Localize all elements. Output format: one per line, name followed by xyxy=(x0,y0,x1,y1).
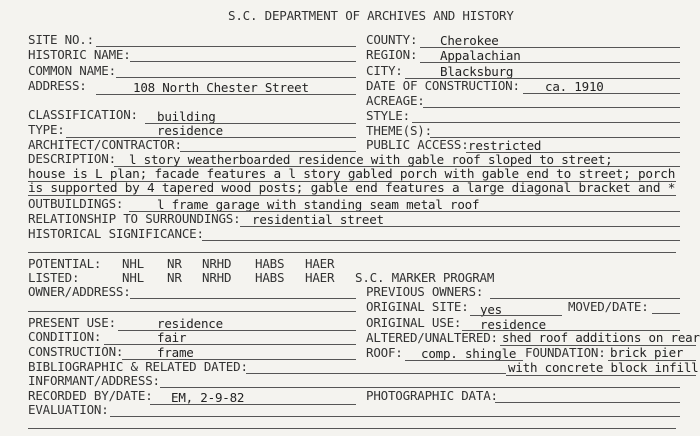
original-use-label: ORIGINAL USE: xyxy=(366,315,462,330)
bottom-rule xyxy=(28,428,676,429)
owner-label: OWNER/ADDRESS: xyxy=(28,284,131,299)
previous-owners-label: PREVIOUS OWNERS: xyxy=(366,284,484,299)
site-no-line xyxy=(96,46,356,47)
common-name-label: COMMON NAME: xyxy=(28,63,116,78)
historic-name-label: HISTORIC NAME: xyxy=(28,47,131,62)
acreage-label: ACREAGE: xyxy=(366,93,425,108)
type-label: TYPE: xyxy=(28,122,65,137)
original-site-value: yes xyxy=(480,302,502,317)
marker-program: S.C. MARKER PROGRAM xyxy=(355,270,495,285)
public-access-label: PUBLIC ACCESS: xyxy=(366,137,469,152)
listed-nhl: NHL xyxy=(122,270,144,285)
historic-name-line xyxy=(130,61,356,62)
present-use-label: PRESENT USE: xyxy=(28,315,116,330)
original-site-label: ORIGINAL SITE: xyxy=(366,299,469,314)
potential-nrhd: NRHD xyxy=(202,256,232,271)
original-use-value: residence xyxy=(480,317,546,332)
photographic-line xyxy=(495,402,680,403)
style-line xyxy=(412,122,680,123)
potential-nhl: NHL xyxy=(122,256,144,271)
present-use-value: residence xyxy=(157,316,223,331)
potential-nr: NR xyxy=(167,256,182,271)
listed-habs: HABS xyxy=(255,270,285,285)
potential-label: POTENTIAL: xyxy=(28,256,102,271)
informant-label: INFORMANT/ADDRESS: xyxy=(28,373,160,388)
moved-date-line xyxy=(652,313,680,314)
foundation-value-2: with concrete block infill xyxy=(508,360,699,375)
evaluation-label: EVALUATION: xyxy=(28,402,109,417)
owner-line-2 xyxy=(28,311,356,312)
public-access-value: restricted xyxy=(468,138,542,153)
roof-label: ROOF: xyxy=(366,345,403,360)
altered-value: shed roof additions on rear xyxy=(502,330,700,345)
description-label: DESCRIPTION: xyxy=(28,151,116,166)
description-rule-3 xyxy=(28,195,676,196)
photographic-label: PHOTOGRAPHIC DATA: xyxy=(366,388,498,403)
listed-haer: HAER xyxy=(305,270,335,285)
listed-nr: NR xyxy=(167,270,182,285)
recorded-label: RECORDED BY/DATE: xyxy=(28,388,153,403)
description-line-3: is supported by 4 tapered wood posts; gable end features a large diagonal bracket and * xyxy=(28,180,676,195)
roof-value: comp. shingle xyxy=(421,346,517,361)
region-line xyxy=(420,62,680,63)
style-label: STYLE: xyxy=(366,108,410,123)
card-header: S.C. DEPARTMENT OF ARCHIVES AND HISTORY xyxy=(228,8,514,23)
bibliographic-line xyxy=(246,373,506,374)
condition-label: CONDITION: xyxy=(28,329,102,344)
architect-label: ARCHITECT/CONTRACTOR: xyxy=(28,137,182,152)
theme-label: THEME(S): xyxy=(366,123,432,138)
acreage-line xyxy=(423,107,680,108)
construction-label: CONSTRUCTION: xyxy=(28,344,124,359)
recorded-value: EM, 2-9-82 xyxy=(171,390,245,405)
classification-value: building xyxy=(157,109,216,124)
description-line-2: house is L plan; facade features a l story gabled porch with gable end to street; porch xyxy=(28,166,676,181)
relationship-label: RELATIONSHIP TO SURROUNDINGS: xyxy=(28,211,241,226)
date-label: DATE OF CONSTRUCTION: xyxy=(366,78,520,93)
address-label: ADDRESS: xyxy=(28,78,87,93)
type-value: residence xyxy=(157,123,223,138)
moved-date-label: MOVED/DATE: xyxy=(568,299,649,314)
region-label: REGION: xyxy=(366,47,418,62)
common-name-line xyxy=(116,77,356,78)
roof-line xyxy=(405,360,523,361)
description-line-1: l story weatherboarded residence with gable roof sloped to street; xyxy=(129,152,613,167)
condition-line xyxy=(104,344,356,345)
potential-haer: HAER xyxy=(305,256,335,271)
relationship-value: residential street xyxy=(252,212,384,227)
date-line xyxy=(523,93,680,94)
potential-habs: HABS xyxy=(255,256,285,271)
address-value: 108 North Chester Street xyxy=(133,80,309,95)
listed-nrhd: NRHD xyxy=(202,270,232,285)
foundation-label: FOUNDATION: xyxy=(525,345,606,360)
recorded-line xyxy=(150,404,356,405)
foundation-line-2 xyxy=(506,375,696,376)
significance-line-2 xyxy=(28,252,676,253)
significance-label: HISTORICAL SIGNIFICANCE: xyxy=(28,226,204,241)
listed-label: LISTED: xyxy=(28,270,80,285)
bibliographic-label: BIBLIOGRAPHIC & RELATED DATED: xyxy=(28,359,248,374)
evaluation-line xyxy=(110,416,680,417)
county-label: COUNTY: xyxy=(366,32,418,47)
condition-value: fair xyxy=(157,330,187,345)
altered-label: ALTERED/UNALTERED: xyxy=(366,330,498,345)
region-value: Appalachian xyxy=(440,48,521,63)
construction-value: frame xyxy=(157,345,194,360)
outbuildings-label: OUTBUILDINGS: xyxy=(28,196,124,211)
owner-line-1 xyxy=(130,298,356,299)
classification-label: CLASSIFICATION: xyxy=(28,107,138,122)
date-value: ca. 1910 xyxy=(545,79,604,94)
foundation-value: brick pier xyxy=(610,345,684,360)
present-use-line xyxy=(118,330,356,331)
original-site-line xyxy=(470,315,562,316)
city-label: CITY: xyxy=(366,63,403,78)
site-no-label: SITE NO.: xyxy=(28,32,94,47)
county-value: Cherokee xyxy=(440,33,499,48)
outbuildings-value: l frame garage with standing seam metal roof xyxy=(157,197,480,212)
city-value: Blacksburg xyxy=(440,64,514,79)
address-line xyxy=(96,94,356,95)
significance-line-1 xyxy=(202,240,680,241)
relationship-line xyxy=(240,226,680,227)
